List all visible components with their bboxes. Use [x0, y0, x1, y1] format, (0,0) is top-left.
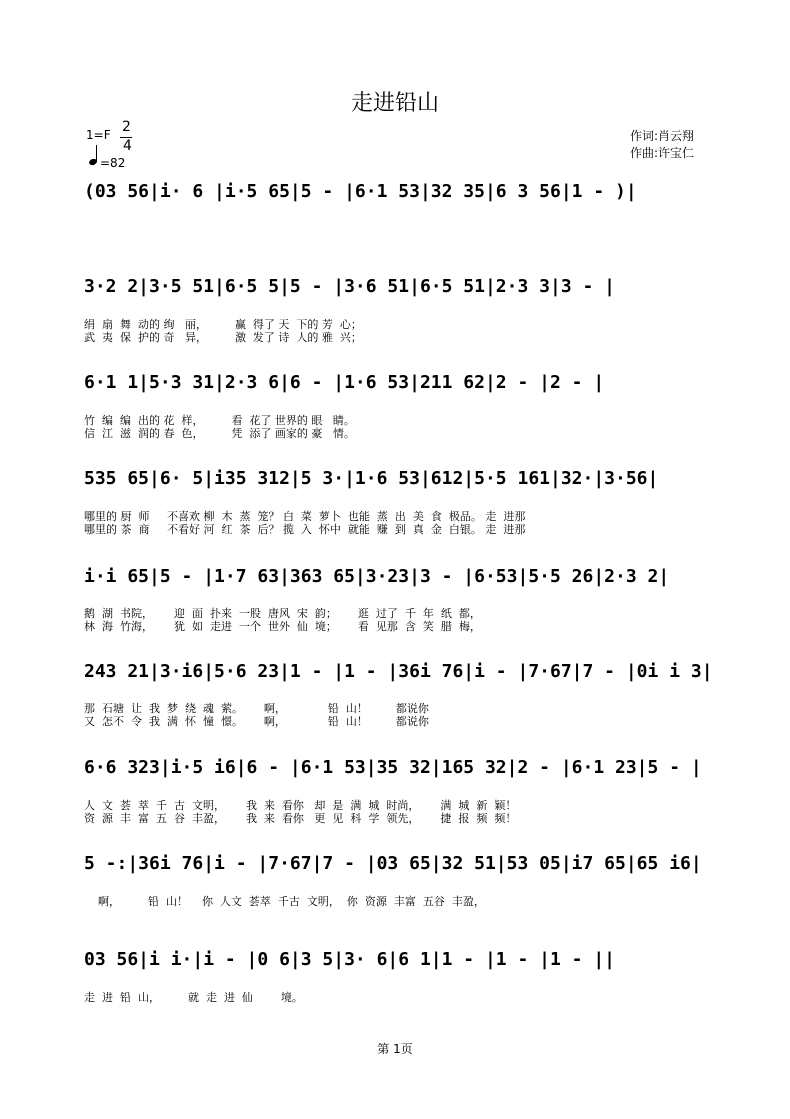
time-signature-numerator: 2 — [122, 119, 131, 135]
score-system-4: 535 65|6· 5|i35 312|5 3·|1·6 53|612|5·5 161|32·|3·56| — [84, 468, 659, 489]
lyric-line-5b: 林 海 竹海， 犹 如 走进 一个 世外 仙 境； 看 见那 含 笑 腊 梅， — [84, 620, 481, 633]
lyric-line-3a: 竹 编 编 出的 花 样， 看 花了 世界的 眼 睛。 — [84, 414, 355, 427]
lyric-line-7b: 资 源 丰 富 五 谷 丰盈， 我 来 看你 更 见 科 学 领先， 捷 报 频 频！ — [84, 812, 517, 825]
tempo-marking: =82 — [100, 156, 126, 170]
song-title: 走进铅山 — [350, 91, 439, 116]
lyric-line-3b: 信 江 滋 润的 春 色， 凭 添了 画家的 豪 情。 — [84, 427, 355, 440]
lyric-line-6b: 又 怎不 令 我 满 怀 憧 憬。 啊， 铅 山！ 都说你 — [84, 715, 429, 728]
lyric-line-7a: 人 文 荟 萃 千 古 文明， 我 来 看你 却 是 满 城 时尚， 满 城 新 颖！ — [84, 799, 517, 812]
score-system-5: i·i 65|5 - |1·7 63|363 65|3·23|3 - |6·53|5·5 26|2·3 2| — [84, 566, 670, 587]
score-system-2: 3·2 2|3·5 51|6·5 5|5 - |3·6 51|6·5 51|2·3 3|3 - | — [84, 276, 616, 297]
lyric-line-4b: 哪里的 茶 商 不看好 河 红 茶 后？ 揽 入 怀中 就能 赚 到 真 金 白银。 走 进那 — [84, 523, 526, 536]
lyric-line-2a: 绢 扇 舞 动的 绚 丽， 赢 得了 天 下的 芳 心； — [84, 318, 362, 331]
score-system-1: (03 56|i· 6 |i·5 65|5 - |6·1 53|32 35|6 3 56|1 - )| — [84, 181, 637, 202]
score-system-3: 6·1 1|5·3 31|2·3 6|6 - |1·6 53|211 62|2 - |2 - | — [84, 372, 605, 393]
composer-credit: 作曲:许宝仁 — [630, 146, 695, 160]
lyricist-credit: 作词:肖云翔 — [630, 129, 695, 143]
lyric-line-2b: 武 夷 保 护的 奇 异， 激 发了 诗 人的 雅 兴； — [84, 331, 362, 344]
score-system-9: 03 56|i i·|i - |0 6|3 5|3· 6|6 1|1 - |1 - |1 - || — [84, 949, 616, 970]
score-system-8: 5 -:|36i 76|i - |7·67|7 - |03 65|32 51|53 05|i7 65|65 i6| — [84, 853, 702, 874]
lyric-line-6a: 那 石塘 让 我 梦 绕 魂 萦。 啊， 铅 山！ 都说你 — [84, 702, 429, 715]
key-signature: 1=F — [86, 128, 111, 142]
score-system-7: 6·6 323|i·5 i6|6 - |6·1 53|35 32|165 32|2 - |6·1 23|5 - | — [84, 757, 702, 778]
time-signature-denominator: 4 — [123, 138, 132, 154]
lyric-line-4a: 哪里的 厨 师 不喜欢 柳 木 蒸 笼？ 白 菜 萝卜 也能 蒸 出 美 食 极品。 走 进那 — [84, 510, 526, 523]
quarter-note-head-icon — [88, 158, 98, 166]
lyric-line-5a: 鹅 湖 书院， 迎 面 扑来 一股 唐风 宋 韵； 逛 过了 千 年 纸 都， — [84, 607, 481, 620]
page-number: 第 1页 — [377, 1042, 413, 1056]
lyric-line-9a: 走 进 铅 山， 就 走 进 仙 境。 — [84, 991, 303, 1004]
score-system-6: 243 21|3·i6|5·6 23|1 - |1 - |36i 76|i - |7·67|7 - |0i i 3| — [84, 661, 713, 682]
lyric-line-8a: 啊， 铅 山！ 你 人文 荟萃 千古 文明， 你 资源 丰富 五谷 丰盈， — [84, 895, 485, 908]
